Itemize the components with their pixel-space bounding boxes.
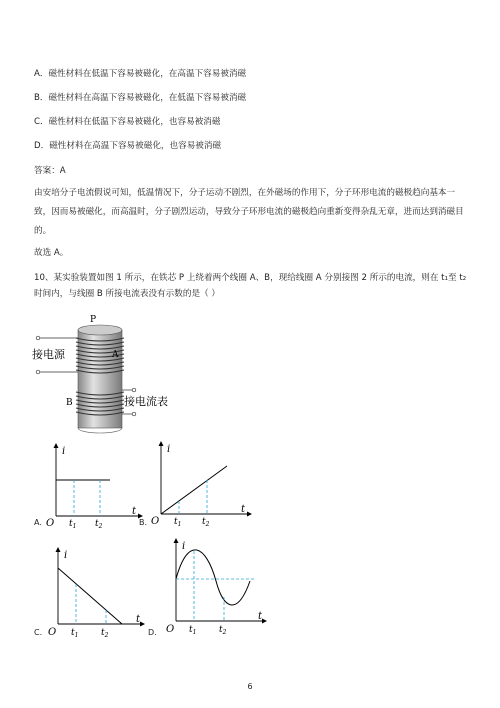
svg-text:t2: $t_2$	[101, 628, 109, 639]
svg-text:t1: $t_1$	[189, 625, 197, 636]
svg-text:O: O	[166, 624, 175, 635]
explanation: 由安培分子电流假说可知，低温情况下，分子运动不剧烈，在外磁场的作用下，分子环形电流的磁极趋向基本一致，因而易被磁化，而高温时，分子剧烈运动，导致分子环形电流的磁极趋向重新变得杂乱无章，进而达到消磁目的。	[34, 188, 464, 236]
graph-c-label: C.	[34, 628, 43, 637]
svg-text:i: i	[167, 444, 171, 455]
graph-b-label: B.	[139, 518, 148, 527]
svg-text:t: t	[132, 506, 137, 517]
page-number: 6	[247, 682, 253, 691]
graph-a	[40, 442, 150, 530]
svg-text:O: O	[151, 516, 160, 527]
svg-text:i: i	[62, 446, 66, 457]
svg-text:t2: $t_2$	[219, 625, 227, 636]
label-a: A	[112, 350, 119, 360]
svg-text:O: O	[48, 627, 57, 638]
svg-text:i: i	[64, 550, 68, 561]
option-d: D．磁性材料在高温下容易被磁化，也容易被消磁	[34, 141, 222, 151]
graph-b	[145, 440, 265, 528]
graph-d-label: D.	[148, 628, 157, 637]
figure-1-coil-diagram	[30, 310, 200, 440]
option-a: A．磁性材料在低温下容易被磁化，在高温下容易被消磁	[34, 69, 247, 79]
svg-text:t2: $t_2$	[95, 519, 103, 530]
label-ammeter: 接电流表	[124, 395, 168, 408]
conclusion: 故选 A。	[34, 248, 69, 258]
answer: 答案：A	[34, 166, 66, 176]
label-b: B	[66, 398, 73, 408]
svg-text:t1: $t_1$	[69, 519, 77, 530]
svg-text:t2: $t_2$	[202, 517, 210, 528]
svg-text:t: t	[241, 504, 246, 515]
svg-text:t: t	[136, 614, 141, 625]
svg-text:i: i	[182, 541, 186, 552]
option-b: B．磁性材料在高温下容易被磁化，在低温下容易被消磁	[34, 93, 247, 103]
svg-text:O: O	[46, 518, 55, 529]
label-power: 接电源	[32, 348, 65, 361]
label-p: P	[90, 315, 97, 325]
question-10-line1: 10、某实验装置如图 1 所示，在铁芯 P 上绕着两个线圈 A、B，现给线圈 A 分别接图 2 所示的电流，则在 t₁至 t₂	[34, 273, 467, 283]
svg-text:t: t	[258, 611, 263, 622]
question-10-line2: 时间内，与线圈 B 所接电流表没有示数的是（ ）	[34, 289, 220, 299]
graph-d	[160, 537, 280, 637]
graph-c	[42, 546, 157, 641]
graph-a-label: A.	[34, 518, 42, 527]
svg-text:t1: $t_1$	[174, 517, 182, 528]
svg-text:t1: $t_1$	[71, 628, 79, 639]
option-c: C．磁性材料在低温下容易被磁化，也容易被消磁	[34, 117, 221, 127]
